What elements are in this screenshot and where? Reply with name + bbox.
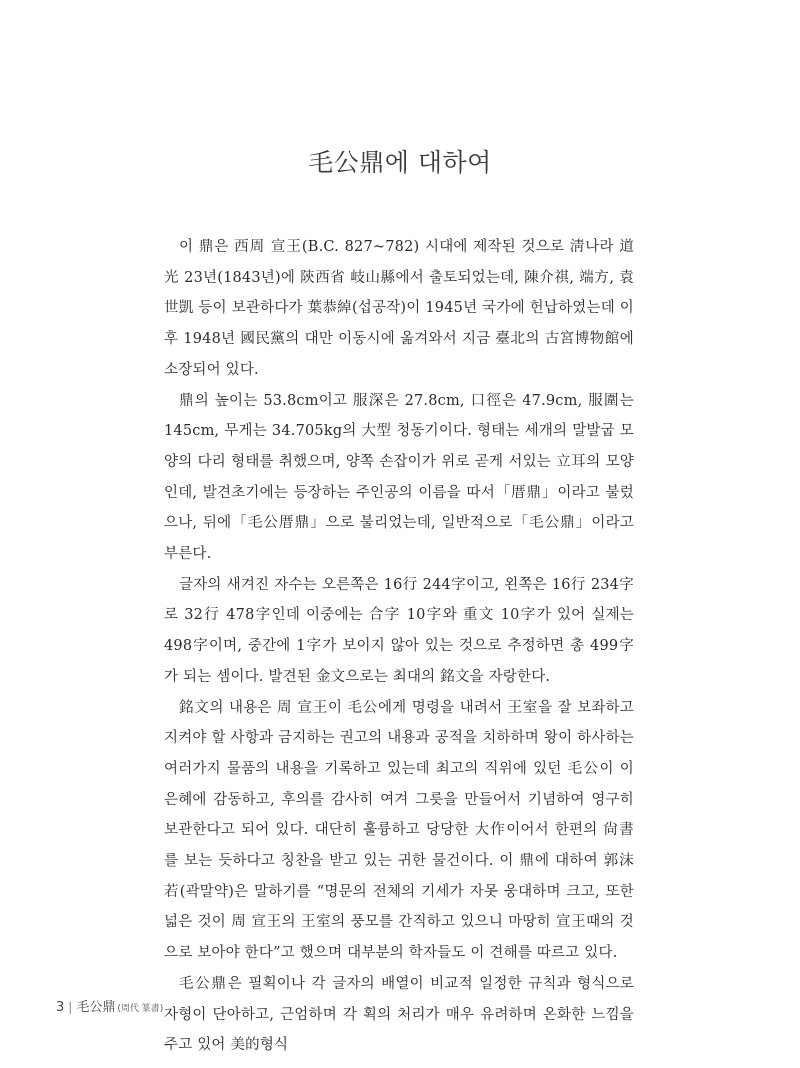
page-number: 3 xyxy=(56,1000,65,1015)
book-subtitle: (周代 篆書) xyxy=(117,1004,164,1014)
article-body xyxy=(164,232,634,1061)
book-title: 毛公鼎 xyxy=(76,1000,116,1015)
footer-separator: | xyxy=(68,1000,73,1014)
paragraph: 毛公鼎은 필획이나 각 글자의 배열이 비교적 일정한 규칙과 형식으로 자형이 단아하고, 근엄하며 각 획의 처리가 매우 유려하며 온화한 느낌을 주고 있어 美的형식 xyxy=(164,975,634,1054)
paragraph: 글자의 새겨진 자수는 오른쪽은 16行 244字이고, 왼쪽은 16行 234字로 32行 478字인데 이중에는 合字 10字와 重文 10字가 있어 실제는 498字이며, 중간에 1字가 보이지 않아 있는 것으로 추정하면 총 499字가 되는 셈이다. 발견된 金文으로는 최대의 銘文을 자랑한다. xyxy=(164,576,634,685)
paragraph: 鼎의 높이는 53.8cm이고 服深은 27.8cm, 口徑은 47.9cm, 服圍는 145cm, 무게는 34.705kg의 大型 청동기이다. 형태는 세개의 말발굽 모양의 다리 형태를 취했으며, 양쪽 손잡이가 위로 곧게 서있는 立耳의 모양인데, 발견초기에는 등장하는 주인공의 이름을 따서「厝鼎」이라고 불렀으나, 뒤에「毛公厝鼎」으로 불리었는데, 일반적으로「毛公鼎」이라고 부른다. xyxy=(164,392,634,563)
paragraph: 이 鼎은 西周 宣王(B.C. 827~782) 시대에 제작된 것으로 淸나라 道光 23년(1843년)에 陝西省 岐山縣에서 출토되었는데, 陳介祺, 端方, 袁世凱 등이 보관하다가 葉恭綽(섭공작)이 1945년 국가에 헌납하였는데 이후 1948년 國民黨의 대만 이동시에 옮겨와서 지금 臺北의 古宮博物館에 소장되어 있다. xyxy=(164,239,634,378)
page-footer xyxy=(56,996,163,1015)
paragraph: 銘文의 내용은 周 宣王이 毛公에게 명령을 내려서 王室을 잘 보좌하고 지켜야 할 사항과 금지하는 권고의 내용과 공적을 치하하며 왕이 하사하는 여러가지 물품의 내용을 기록하고 있는데 최고의 직위에 있던 毛公이 이 은혜에 감동하고, 후의를 감사히 여겨 그릇을 만들어서 기념하여 영구히 보관한다고 되어 있다. 대단히 훌륭하고 당당한 大作이어서 한편의 尙書를 보는 듯하다고 칭찬을 받고 있는 귀한 물건이다. 이 鼎에 대하여 郭沫若(곽말약)은 말하기를 “명문의 전체의 기세가 자못 웅대하며 크고, 또한 넓은 것이 周 宣王의 王室의 풍모를 간직하고 있으니 마땅히 宣王때의 것으로 보아야 한다”고 했으며 대부분의 학자들도 이 견해를 따르고 있다. xyxy=(164,699,634,962)
page-title: 毛公鼎에 대하여 xyxy=(308,148,492,177)
